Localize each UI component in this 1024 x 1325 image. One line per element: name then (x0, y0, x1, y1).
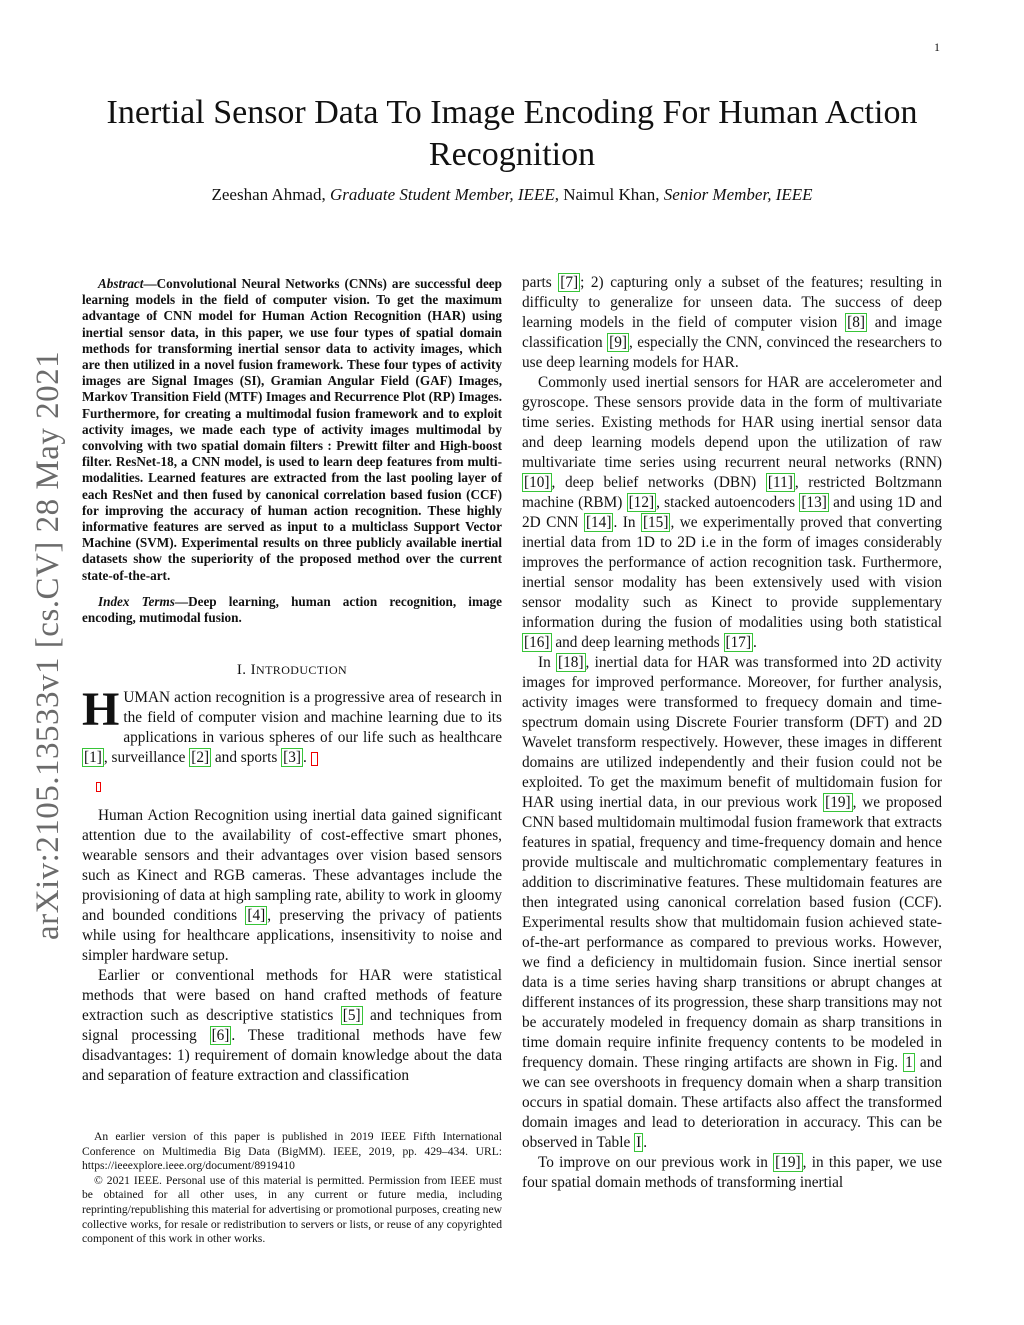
body-text: In (538, 654, 557, 671)
intro-paragraph (82, 683, 502, 768)
body-text: Human Action Recognition using inertial data gained significant attention due to the availability of cost-effective smart phones, wearable sensors and their advantages over vision based sensors such as Kinect and RGB cameras. These advantages include the provisioning of data at high sampling rate, ability to work in gloomy and bounded conditions (82, 807, 502, 925)
index-terms-label: Index Terms (98, 593, 175, 609)
citation-link[interactable]: [3] (283, 749, 302, 767)
citation-link[interactable]: [11] (767, 474, 793, 491)
drop-cap: H (82, 683, 120, 737)
body-text: ; 2) capturing only a subset of the features; resulting in difficulty to generalize for unseen data. The success of deep learning models in the field of computer vision (522, 274, 943, 331)
abstract (82, 276, 502, 584)
citation-link[interactable]: [17] (725, 634, 752, 651)
citation-link[interactable]: [14] (585, 514, 612, 531)
annotation-marker[interactable] (96, 782, 101, 792)
footnote (82, 1130, 502, 1247)
body-paragraph (82, 966, 502, 1086)
annotation-marker[interactable] (311, 752, 318, 766)
author-role: Graduate Student Member, IEEE (329, 185, 555, 204)
author-name: , Naimul Khan, (554, 185, 660, 204)
citation-link[interactable]: [12] (628, 494, 655, 511)
citation-link[interactable]: [6] (211, 1027, 230, 1045)
body-text: . (303, 749, 307, 767)
section-numeral: I. (236, 662, 247, 679)
body-text: , deep belief networks (DBN) (551, 474, 766, 491)
page-number: 1 (934, 40, 940, 54)
body-paragraph (522, 373, 942, 653)
body-paragraph (82, 806, 502, 966)
body-paragraph (522, 653, 942, 1153)
citation-link[interactable]: [13] (801, 494, 827, 511)
figure-reference-link[interactable]: 1 (905, 1054, 913, 1071)
paper-title: Inertial Sensor Data To Image Encoding For Human Action Recognition (106, 94, 918, 173)
citation-link[interactable]: [9] (609, 334, 627, 351)
citation-link[interactable]: [16] (524, 634, 550, 651)
index-terms-text: —Deep learning, human action recognition, image encoding, mutimodal fusion. (82, 593, 502, 626)
citation-link[interactable]: [5] (342, 1007, 361, 1025)
author-role: Senior Member, IEEE (663, 185, 813, 204)
body-text: To improve on our previous work in (538, 1154, 774, 1171)
body-text: , surveillance (103, 749, 190, 767)
body-text: , restricted Boltzmann machine (RBM) (522, 474, 942, 511)
body-text: and deep learning methods (551, 634, 724, 651)
citation-link[interactable]: [2] (191, 749, 210, 767)
body-text: , in this paper, we use four spatial domain methods of transforming inertial (522, 1154, 942, 1191)
body-text: , we proposed CNN based multidomain multimodal fusion framework that extracts features in spatial, frequency and time-frequency domain and hence provide multiscale and multichromatic complementary features in addition to discriminative features. These multidomain features are then integrated using canonical correlation based fusion (CCF). Experimental results show that multidomain fusion achieved state-of-the-art performance as compared to previous works. However, we find a deficiency in multidomain fusion. Since inertial sensor data is a time series having sharp transitions or abrupt changes at different instances of its progression, these sharp transitions may not be accurately modeled in frequency domain as sharp transitions in time domain require infinite frequency contents to be modeled in frequency domain. These ringing artifacts are shown in Fig. (522, 794, 942, 1071)
body-text: , we experimentally proved that converting inertial data from 1D to 2D i.e in the form of images considerably improves the performance of action recognition task. Furthermore, inertial sensor modality has been extensively used with vision sensor modality such as Kinect to provide supplementary information during the fusion of modalities using both statistical (522, 514, 943, 631)
body-text: Earlier or conventional methods for HAR were statistical methods that were based on hand crafted methods of feature extraction such as descriptive statistics (82, 967, 502, 1025)
citation-link[interactable]: [18] (558, 654, 584, 671)
body-text: , especially the CNN, convinced the researchers to use deep learning models for HAR. (522, 334, 942, 371)
citation-link[interactable]: [19] (775, 1154, 801, 1171)
body-text: . (753, 634, 757, 651)
body-text: and techniques from signal processing (82, 1007, 503, 1045)
citation-link[interactable]: [10] (524, 474, 550, 491)
section-heading-introduction (82, 660, 502, 680)
citation-link[interactable]: [4] (247, 907, 266, 925)
body-text: and sports (211, 749, 282, 767)
body-text: UMAN action recognition is a progressive area of research in the field of computer vision and machine learning due to its applications in various spheres of our life such as healthcare (123, 689, 502, 747)
body-text: and using 1D and 2D CNN (522, 494, 942, 531)
body-text: . These traditional methods have few disadvantages: 1) requirement of domain knowledge about the data and separation of feature extraction and classification (82, 1027, 502, 1085)
arxiv-identifier[interactable]: arXiv:2105.13533v1 [cs.CV] 28 May 2021 (30, 350, 66, 940)
left-column (82, 276, 502, 1086)
body-text: Commonly used inertial sensors for HAR are accelerometer and gyroscope. These sensors provide data in the form of multivariate time series. Existing methods for HAR using inertial sensor data and deep learning models depend upon the utilization of raw multivariate time series using recurrent neural networks (RNN) (522, 374, 942, 471)
author-line (82, 185, 942, 205)
body-text: . In (613, 514, 641, 531)
annotation-marker-row (96, 776, 502, 796)
body-paragraph (522, 1153, 942, 1193)
body-text: , inertial data for HAR was transformed into 2D activity images for improved performance. Moreover, for further analysis, activity images were transformed to frequecy domain and time-spectrum domain using Discrete Fourier transform (DFT) and 2D Wavelet transform respectively. However, these images in different domains are utilized independently and their fusion could not be exploited. To get the maximum benefit of multidomain fusion for HAR using inertial data, in our previous work (522, 654, 942, 811)
section-title-rest: NTRODUCTION (256, 663, 348, 678)
section-initial: I (250, 662, 257, 679)
body-text: and we can see overshoots in frequency domain when a sharp transition occurs in spatial domain. These artifacts also affect the transformed domain images and lead to deterioration in accuracy. This can be observed in Table (522, 1054, 942, 1151)
index-terms (82, 594, 502, 626)
abstract-text: —Convolutional Neural Networks (CNNs) are successful deep learning models in the field of computer vision. To get the maximum advantage of CNN model for Human Action Recognition (HAR) using inertial sensor data, in this paper, we use four types of spatial domain methods for transforming inertial sensor data to activity images, which are then utilized in a novel fusion framework. These four types of activity images are Signal Images (SI), Gramian Angular Field (GAF) Images, Markov Transition Field (MTF) Images and Recurrence Plot (RP) Images. Furthermore, for creating a multimodal fusion framework and to exploit activity images, we made each type of activity images multimodal by convolving with two spatial domain filters : Prewitt filter and High-boost filter. ResNet-18, a CNN model, is used to learn deep features from multi-modalities. Learned features are extracted from the last pooling layer of each ResNet and then fused by canonical correlation based fusion (CCF) for improving the accuracy of human action recognition. These highly informative features are served as input to a multiclass Support Vector Machine (SVM). Experimental results on three publicly available inertial datasets show the superiority of the proposed method over the current state-of-the-art. (82, 276, 502, 583)
citation-link[interactable]: [19] (825, 794, 851, 811)
author-name: Zeeshan Ahmad, (211, 185, 326, 204)
abstract-label: Abstract (98, 276, 144, 291)
body-paragraph (522, 273, 942, 373)
citation-link[interactable]: [15] (642, 514, 669, 531)
body-text: and image classification (522, 314, 942, 351)
citation-link[interactable]: [1] (84, 749, 102, 767)
citation-link[interactable]: [8] (847, 314, 865, 331)
body-text: parts (522, 274, 559, 291)
footnote-copyright: © 2021 IEEE. Personal use of this material is permitted. Permission from IEEE must be obtained for all other uses, in any current or future media, including reprinting/republishing this material for advertising or promotional purposes, creating new collective works, for resale or redistribution to servers or lists, or reuse of any copyrighted component of this work in other works. (82, 1173, 502, 1246)
table-reference-link[interactable]: I (636, 1134, 642, 1151)
body-text: . (643, 1134, 648, 1151)
footnote-earlier-version: An earlier version of this paper is published in 2019 IEEE Fifth International Conference on Multimedia Big Data (BigMM). IEEE, 2019, pp. 429–434. URL: https://ieeexplore.ieee.org/document/8919410 (82, 1130, 502, 1173)
citation-link[interactable]: [7] (560, 274, 579, 291)
body-text: , preserving the privacy of patients while using for healthcare applications, insensitivity to noise and simpler hardware setup. (82, 907, 502, 965)
right-column (522, 273, 942, 1193)
body-text: , stacked autoencoders (656, 494, 800, 511)
